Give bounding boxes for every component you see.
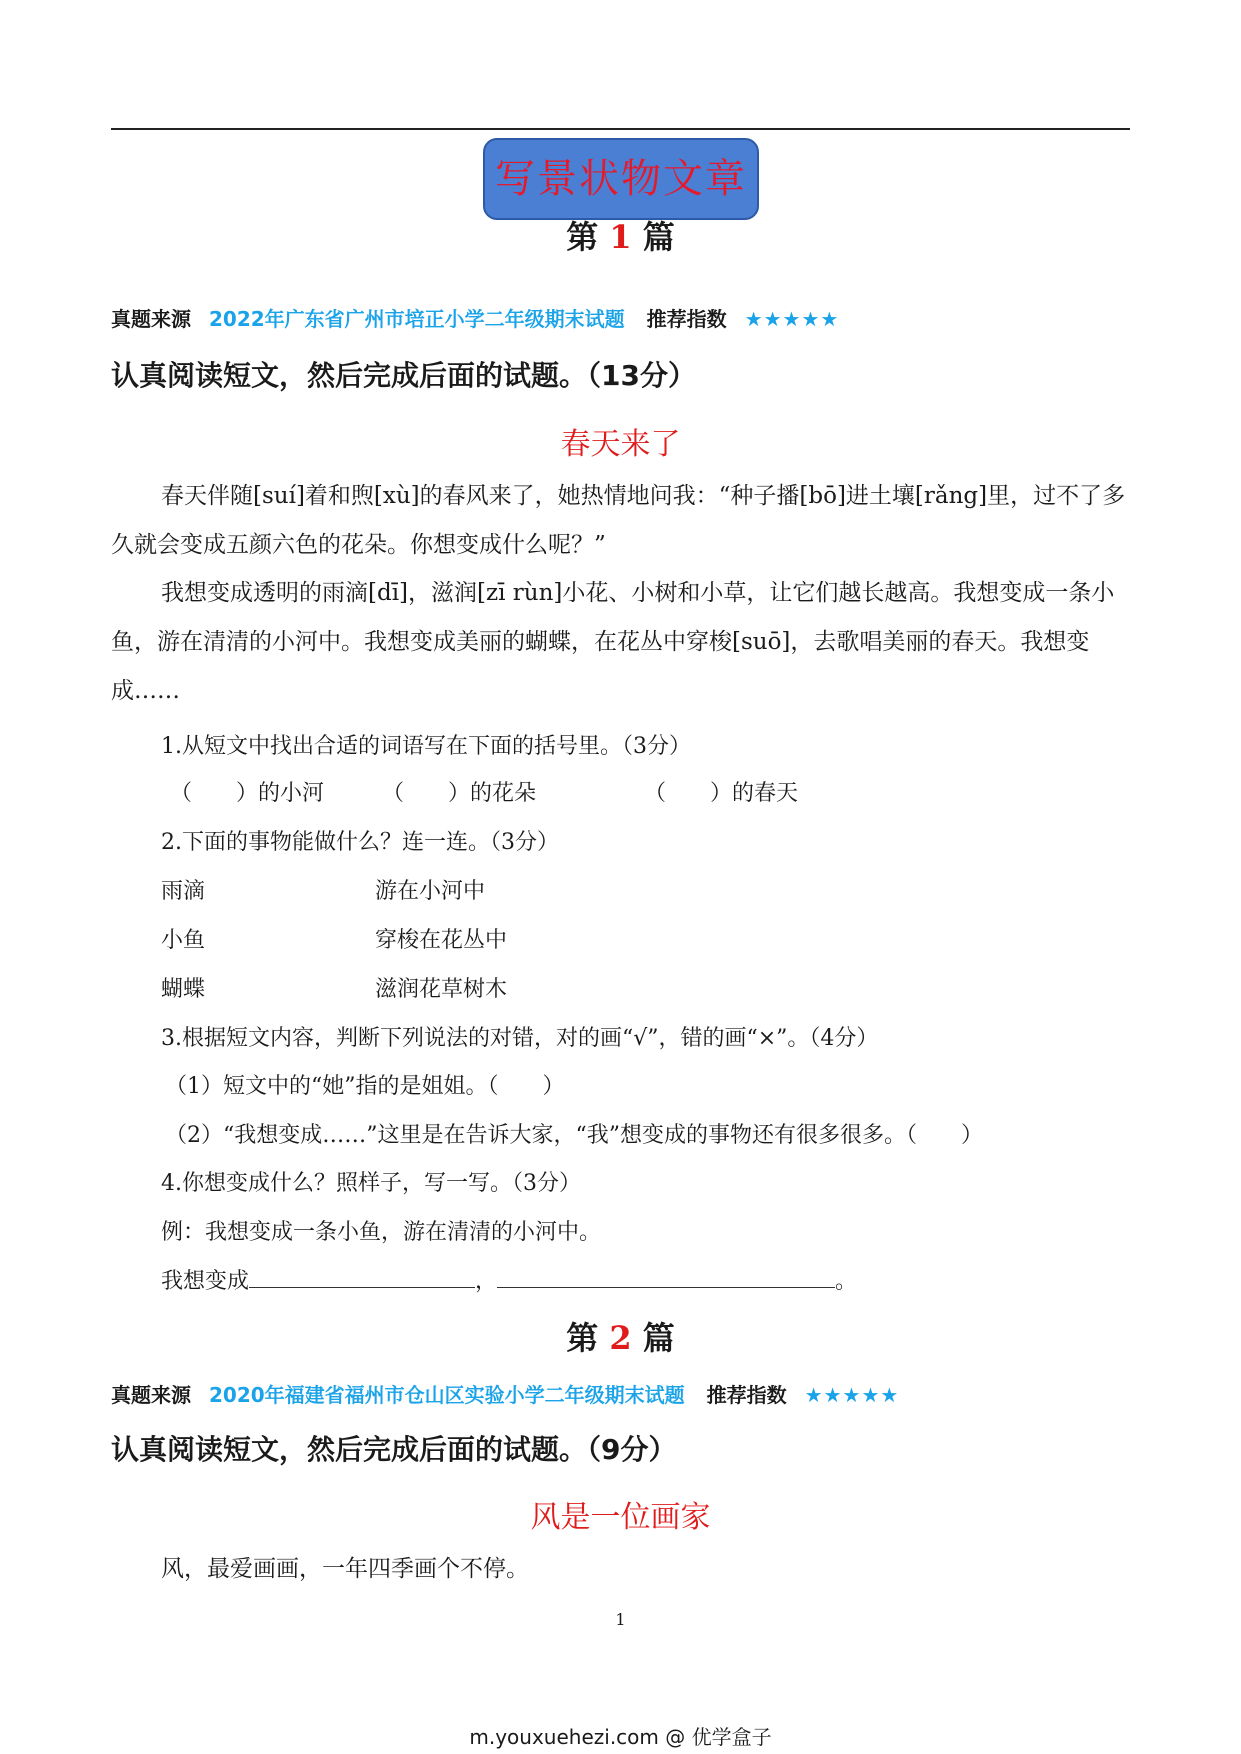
- star-rating: ★★★★★: [804, 1383, 900, 1407]
- heading-prefix: 第: [566, 218, 599, 256]
- passage2-heading: [0, 1313, 1241, 1359]
- page-number: 1: [615, 1610, 626, 1629]
- passage1-para1: 春天伴随[suí]着和煦[xù]的春风来了，她热情地问我：“种子播[bō]进土壤[rǎng]里，过不了多久就会变成五颜六色的花朵。你想变成什么呢？”: [111, 483, 1126, 558]
- passage1-source-row: [111, 303, 839, 332]
- source-text: 2022年广东省广州市培正小学二年级期末试题: [209, 307, 625, 331]
- passage1-para2: 我想变成透明的雨滴[dī]，滋润[zī rùn]小花、小树和小草，让它们越长越高。我想变成一条小鱼，游在清清的小河中。我想变成美丽的蝴蝶，在花丛中穿梭[suō]，去歌唱美丽的春天。我想变成……: [111, 580, 1115, 704]
- passage1-heading: [0, 212, 1241, 258]
- heading-prefix: 第: [566, 1319, 599, 1357]
- passage2-title: 风是一位画家: [530, 1500, 711, 1535]
- footer-watermark: m.youxuehezi.com @ 优学盒子: [469, 1725, 772, 1749]
- q4-example: 例：我想变成一条小鱼，游在清清的小河中。: [161, 1220, 602, 1245]
- heading-suffix: 篇: [642, 1319, 675, 1357]
- question-1: 1.从短文中找出合适的词语写在下面的括号里。（3分）: [161, 734, 691, 759]
- source-label: 真题来源: [111, 1383, 191, 1407]
- passage2-instruction: 认真阅读短文，然后完成后面的试题。（9分）: [111, 1433, 677, 1466]
- q2-right-1: 游在小河中: [375, 879, 486, 904]
- q3-item-1: （1）短文中的“她”指的是姐姐。（ ）: [165, 1074, 565, 1099]
- heading-number: 1: [609, 218, 632, 256]
- q3-item-2: （2）“我想变成……”这里是在告诉大家，“我”想变成的事物还有很多很多。（ ）: [165, 1123, 983, 1148]
- source-text: 2020年福建省福州市仓山区实验小学二年级期末试题: [209, 1383, 685, 1407]
- q4-blank-1[interactable]: [249, 1269, 475, 1288]
- top-rule: [111, 128, 1130, 130]
- passage1-title: 春天来了: [560, 427, 681, 462]
- passage2-para1: 风，最爱画画，一年四季画个不停。: [161, 1556, 529, 1582]
- q2-right-2: 穿梭在花丛中: [375, 928, 508, 953]
- q1-blank-1: （ ）的小河: [170, 781, 325, 806]
- banner-title: 写景状物文章: [483, 138, 759, 220]
- passage2-source-row: [111, 1379, 899, 1408]
- recommend-label: 推荐指数: [706, 1383, 787, 1407]
- q4-comma: ，: [475, 1269, 498, 1294]
- recommend-label: 推荐指数: [646, 307, 727, 331]
- source-label: 真题来源: [111, 307, 191, 331]
- q4-answer-line: [161, 1264, 857, 1295]
- star-rating: ★★★★★: [744, 307, 840, 331]
- passage1-instruction: 认真阅读短文，然后完成后面的试题。（13分）: [111, 359, 696, 392]
- q2-left-2: 小鱼: [161, 928, 206, 953]
- q1-blank-2: （ ）的花朵: [382, 781, 537, 806]
- q2-left-1: 雨滴: [161, 879, 206, 904]
- question-4: 4.你想变成什么？照样子，写一写。（3分）: [161, 1171, 581, 1196]
- q1-blank-3: （ ）的春天: [644, 781, 799, 806]
- q4-prompt: 我想变成: [161, 1269, 250, 1294]
- q2-right-3: 滋润花草树木: [375, 977, 508, 1002]
- q4-end: 。: [835, 1269, 858, 1294]
- heading-suffix: 篇: [642, 218, 675, 256]
- question-3: 3.根据短文内容，判断下列说法的对错，对的画“√”，错的画“×”。（4分）: [161, 1026, 879, 1051]
- q2-left-3: 蝴蝶: [161, 977, 206, 1002]
- question-2: 2.下面的事物能做什么？连一连。（3分）: [161, 830, 559, 855]
- heading-number: 2: [609, 1319, 632, 1357]
- q4-blank-2[interactable]: [497, 1269, 835, 1288]
